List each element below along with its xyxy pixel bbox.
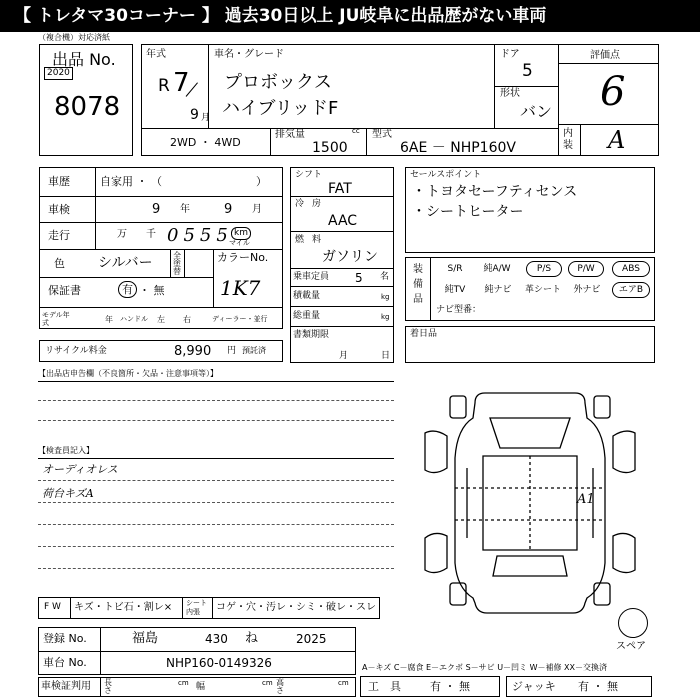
dealer-label: ディーラー・並行: [212, 315, 268, 323]
arrival-box: [405, 326, 655, 363]
cert-width: 幅: [196, 682, 206, 692]
cert-height-unit: cm: [338, 679, 349, 687]
model-year-month-unit: 月: [201, 113, 211, 123]
cert-length-unit: cm: [178, 679, 189, 687]
doc-deadline-day: 日: [381, 351, 391, 361]
equip-navi: 純ナビ: [484, 285, 512, 295]
displacement-label: 排気量: [275, 129, 305, 140]
fuel-label: 燃料: [295, 235, 330, 245]
ac-value: AAC: [328, 213, 358, 229]
seller-notes-label: 【出品店申告欄（不良箇所・欠品・注意事項等）】: [38, 369, 218, 378]
cert-height: 高さ: [276, 678, 284, 695]
sales-point-item: ・トヨタセーフティセンス: [412, 184, 578, 200]
equip-airbag: エアB: [612, 282, 650, 298]
nav-model-label: ナビ型番：: [436, 305, 482, 315]
equip-alloy: 純A/W: [483, 264, 511, 274]
equip-tv: 純TV: [444, 285, 466, 295]
spare-tire-icon: [618, 608, 648, 638]
mileage-label: 走行: [48, 229, 70, 242]
equip-ext-navi: 外ナビ: [573, 285, 601, 295]
model-year-row-label: モデル年式: [42, 311, 70, 327]
load-unit: kg: [381, 293, 390, 301]
mileage-mile: マイル: [229, 239, 250, 247]
shape-label: 形状: [500, 88, 520, 99]
car-name-label: 車名・グレード: [214, 49, 284, 60]
lot-label: 出品 No.: [52, 50, 116, 69]
load-label: 積載量: [293, 291, 321, 301]
equip-abs: ABS: [612, 261, 650, 277]
recycle-label: リサイクル料金: [45, 346, 107, 356]
doc-deadline-unit: 月: [339, 351, 349, 361]
history-label: 車歴: [48, 175, 70, 188]
score-label: 評価点: [590, 50, 620, 61]
displacement-value: 1500: [312, 140, 348, 156]
score-value: 6: [600, 69, 626, 115]
mileage-value: 0555: [167, 225, 233, 246]
spare-label: スペア: [616, 641, 646, 652]
model-type-label: 型式: [372, 129, 392, 140]
model-type-value: 6AE － NHP160V: [400, 140, 516, 156]
inspection-label: 車検: [48, 203, 70, 216]
registration-label: 登録 No.: [43, 632, 87, 645]
model-year-era: R: [158, 76, 170, 96]
car-diagram: [405, 388, 655, 618]
fw-label: F W: [44, 602, 61, 612]
all-paint-label: 全塗替: [173, 251, 181, 276]
jack-label: ジャッキ: [512, 680, 556, 693]
car-name: プロボックス: [224, 72, 332, 93]
shift-value: FAT: [328, 181, 352, 197]
color-value: シルバー: [98, 255, 153, 271]
mileage-man: 万: [117, 229, 127, 240]
interior-value: A: [608, 126, 626, 154]
equipment-label: 装備品: [413, 264, 423, 305]
recycle-value: 8,990: [174, 344, 212, 359]
warranty-yes[interactable]: 有: [118, 281, 137, 298]
inspection-month-unit: 月: [252, 204, 262, 215]
registration-plate: 2025: [296, 632, 327, 646]
color-no-label: カラーNo.: [217, 251, 269, 264]
equip-leather: 革シート: [524, 285, 561, 295]
drive-type: 2WD ・ 4WD: [170, 136, 241, 149]
damage-legend: A－キズ C－腐食 E－エクボ S－サビ U－凹ミ W－補修 XX－交換済: [362, 663, 608, 672]
cert-width-unit: cm: [262, 679, 273, 687]
interior-label: 内装: [563, 128, 573, 151]
mileage-km: km: [231, 227, 251, 240]
car-grade: ハイブリッドF: [222, 98, 339, 119]
lot-stamp: 2020: [44, 67, 73, 80]
inspection-year-unit: 年: [180, 204, 190, 215]
displacement-unit: cc: [352, 127, 360, 135]
arrival-label: 着日品: [410, 329, 438, 339]
equip-ps: P/S: [526, 261, 562, 277]
tools-value[interactable]: 有 ・ 無: [430, 680, 470, 693]
inspection-month: 9: [224, 202, 233, 217]
chassis-value: NHP160-0149326: [166, 656, 272, 670]
lot-number: 8078: [54, 92, 121, 122]
inspection-year: 9: [152, 202, 161, 217]
seat-text: コゲ・穴・汚レ・シミ・破レ・スレ: [216, 602, 376, 613]
gross-label: 総重量: [293, 311, 321, 321]
equip-pw: P/W: [568, 261, 604, 277]
fuel-value: ガソリン: [322, 249, 378, 265]
model-year-year: 7: [173, 68, 190, 98]
chassis-label: 車台 No.: [43, 656, 87, 669]
doors-value: 5: [522, 61, 533, 81]
inspector-label: 【検査員記入】: [38, 446, 94, 455]
ac-label: 冷房: [295, 199, 330, 209]
seat-label: シート内張: [186, 599, 207, 616]
model-year-month: 9: [190, 107, 199, 123]
details-box: [39, 167, 283, 329]
doors-label: ドア: [500, 49, 520, 60]
capacity-label: 乗車定員: [293, 272, 330, 282]
cert-label: 車検証判用: [41, 681, 91, 692]
recycle-note: 預託済: [242, 346, 266, 355]
inspector-line: オーディオレス: [42, 463, 118, 476]
handle-right[interactable]: 右: [183, 315, 191, 324]
banner-title: 【 トレタマ30コーナー 】 過去30日以上 JU岐阜に出品歴がない車両: [14, 6, 547, 26]
handle-left[interactable]: 左: [157, 315, 165, 324]
registration-region: 福島: [132, 631, 159, 646]
history-close: ）: [256, 175, 267, 188]
shift-label: シフト: [295, 170, 323, 180]
recycle-unit: 円: [227, 346, 237, 356]
inspector-line: 荷台キズA: [42, 487, 94, 500]
sales-point-item: ・シートヒーター: [412, 204, 524, 220]
top-note: （複合機）対応済紙: [38, 33, 110, 42]
color-no-value: 1K7: [220, 276, 261, 300]
tools-label: 工 具: [368, 680, 401, 693]
capacity-unit: 名: [380, 272, 390, 282]
gross-unit: kg: [381, 313, 390, 321]
model-year-label: 年式: [146, 49, 166, 60]
registration-class: 430: [205, 632, 228, 646]
mileage-sen: 千: [146, 229, 156, 240]
sales-points-label: セールスポイント: [410, 170, 482, 180]
jack-value[interactable]: 有 ・ 無: [578, 680, 618, 693]
capacity-value: 5: [355, 271, 363, 285]
warranty-label: 保証書: [48, 284, 81, 297]
damage-mark: A1: [577, 492, 595, 507]
warranty-no[interactable]: ・ 無: [139, 284, 165, 297]
equip-sr: S/R: [447, 264, 463, 274]
handle-label: ハンドル: [120, 315, 148, 323]
registration-kana: ね: [245, 631, 259, 646]
fw-text: キズ・トビ石・割レ×: [74, 602, 173, 613]
cert-length: 長さ: [104, 678, 112, 695]
color-label: 色: [54, 257, 65, 270]
doc-deadline-label: 書類期限: [293, 330, 330, 340]
shape-value: バン: [520, 102, 553, 121]
model-year-row-unit: 年: [105, 315, 113, 324]
history-value: 自家用 ・ （: [100, 175, 162, 188]
